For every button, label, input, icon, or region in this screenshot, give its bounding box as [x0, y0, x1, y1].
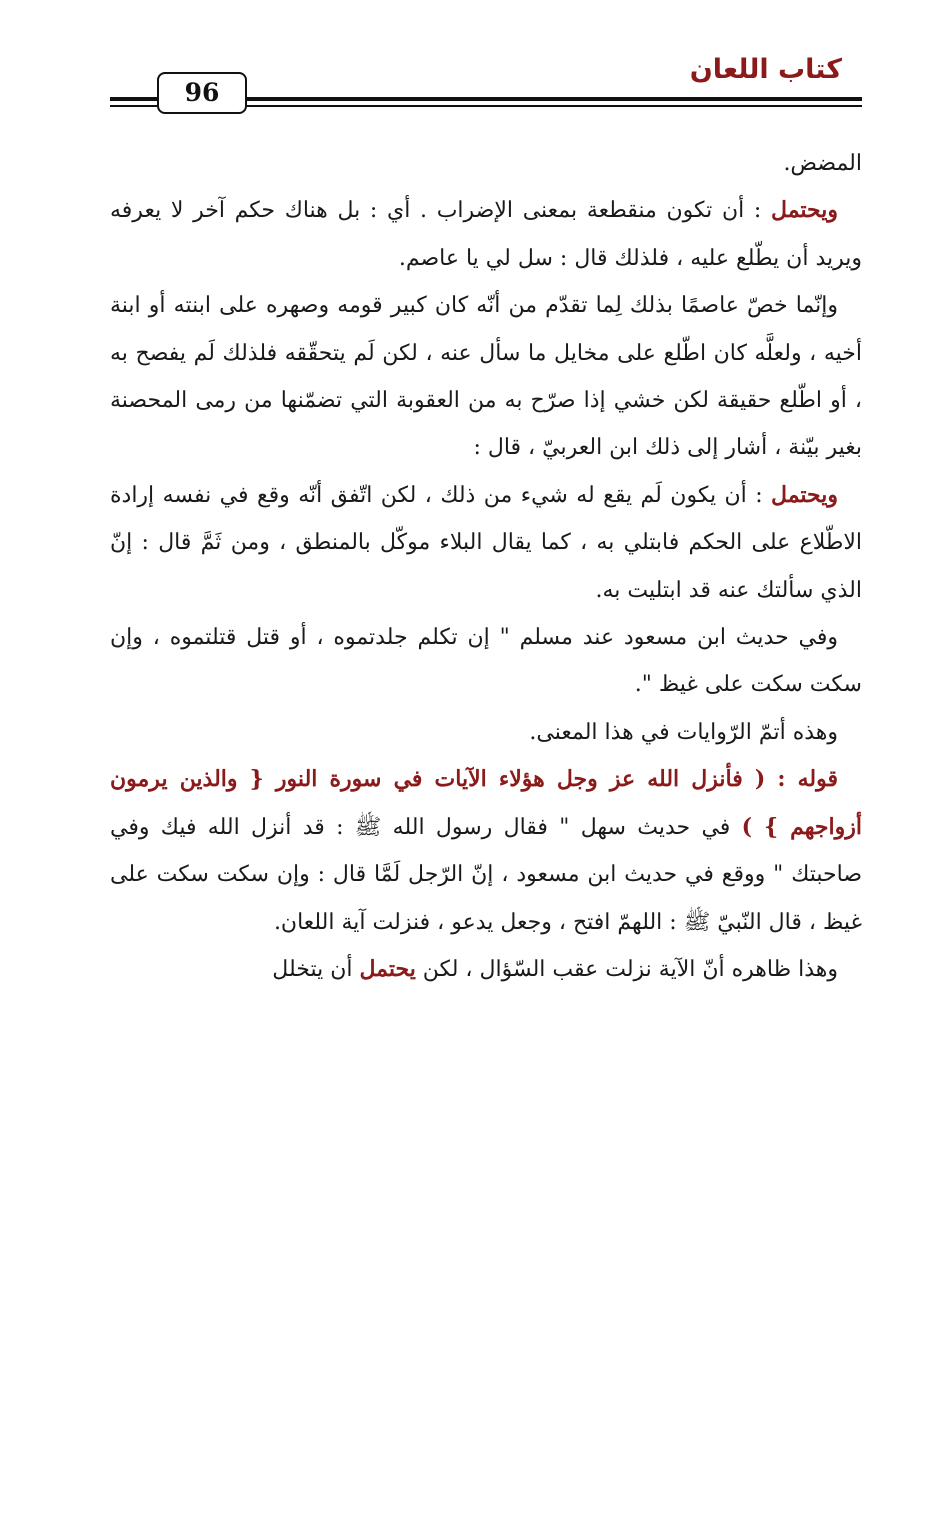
paragraph-text: : أن يكون لَم يقع له شيء من ذلك ، لكن اتّفق أنّه وقع في نفسه إرادة الاطّلاع على الحكم فابتلي به ، كما يقال البلاء موكّل بالمنطق ، ومن ثَمَّ قال : إنّ الذي سألتك عنه قد ابتليت به. [110, 482, 862, 603]
paragraph-1: المضض. [783, 151, 862, 176]
paragraph-3: وإنّما خصّ عاصمًا بذلك لِما تقدّم من أنّه كان كبير قومه وصهره على ابنته أو ابنة أخيه ، ولعلَّه كان اطّلع على مخايل ما سأل عنه ، لكن لَم يتحقّقه فلذلك لَم يفصح به ، أو اطّلع حقيقة لكن خشي إذا صرّح به من العقوبة التي تضمّنها من رمى المحصنة بغير بيّنة ، أشار إلى ذلك ابن العربيّ ، قال : [110, 293, 862, 461]
paragraph-6: وهذه أتمّ الرّوايات في هذا المعنى. [529, 719, 838, 745]
paragraph-2 [110, 187, 862, 282]
page-body [110, 140, 862, 993]
paragraph-text: وهذا ظاهره أنّ الآية نزلت عقب السّؤال ، لكن [415, 956, 838, 982]
highlight-term: ويحتمل [771, 197, 838, 224]
paragraph-5: وفي حديث ابن مسعود عند مسلم " إن تكلم جلدتموه ، أو قتل قتلتموه ، وإن سكت سكت على غيظ ". [110, 625, 862, 698]
paragraph-8 [110, 946, 862, 993]
highlight-term: يحتمل [359, 955, 416, 982]
paragraph-4 [110, 472, 862, 614]
paragraph-text: في حديث سهل " فقال رسول الله ﷺ : قد أنزل الله فيك وفي صاحبتك " ووقع في حديث ابن مسعود ، إنّ الرّجل لَمَّا قال : وإن سكت سكت على غيظ ، قال النّبيّ ﷺ : اللهمّ افتح ، وجعل يدعو ، فنزلت آية اللعان. [110, 814, 862, 935]
running-title: كتاب اللعان [689, 54, 842, 85]
page-number: 96 [157, 72, 247, 114]
page-header [110, 50, 862, 110]
quoted-heading: قوله : ( فأنزل الله عز وجل هؤلاء الآيات في سورة النور { والذين يرمون أزواجهم } ) [110, 766, 862, 840]
highlight-term: ويحتمل [771, 481, 838, 508]
paragraph-text: أن يتخلل [272, 956, 360, 982]
paragraph-text: : أن تكون منقطعة بمعنى الإضراب . أي : بل هناك حكم آخر لا يعرفه ويريد أن يطّلع عليه ، فلذلك قال : سل لي يا عاصم. [110, 198, 862, 271]
paragraph-7 [110, 756, 862, 946]
